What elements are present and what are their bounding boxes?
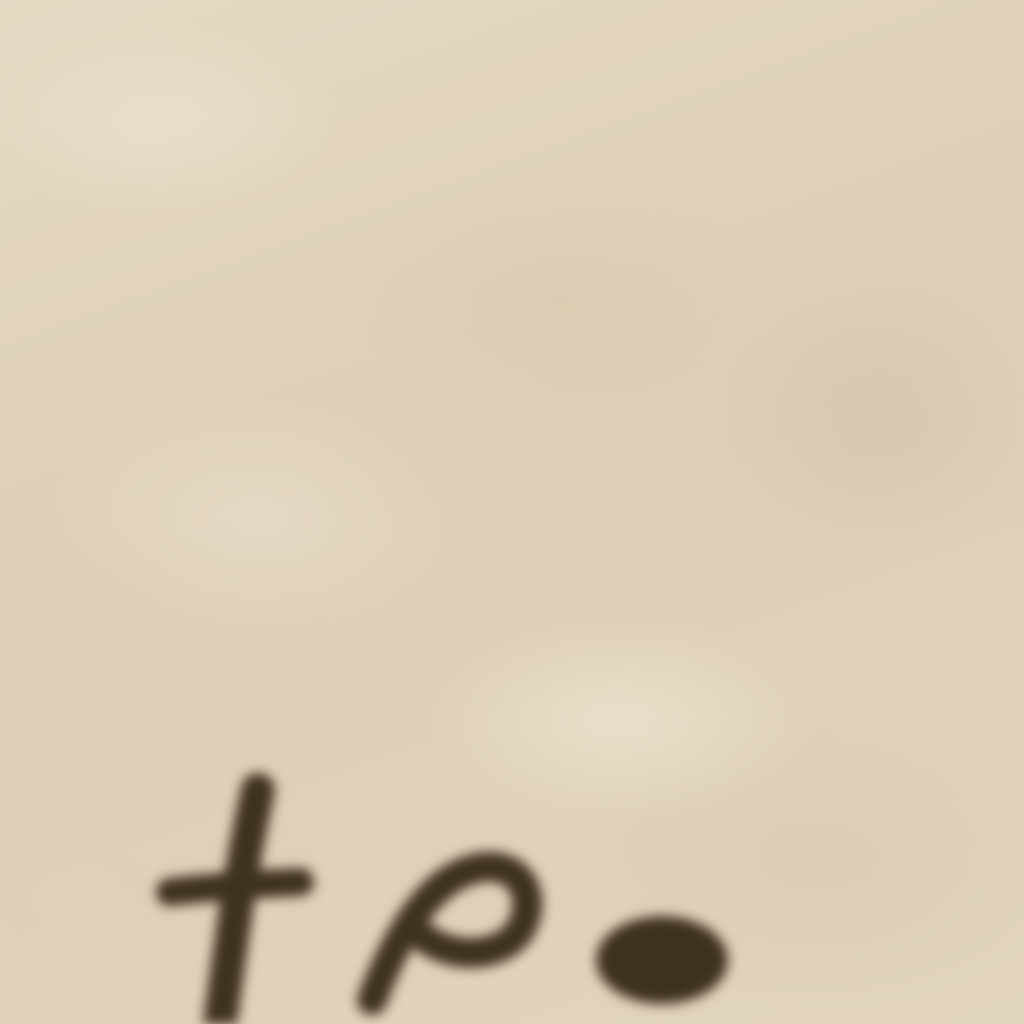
ink-blot	[596, 916, 728, 1004]
handwritten-letter-f	[220, 790, 258, 1024]
handwritten-letter-f-crossbar	[170, 882, 300, 892]
handwritten-letter-e	[372, 867, 527, 1000]
